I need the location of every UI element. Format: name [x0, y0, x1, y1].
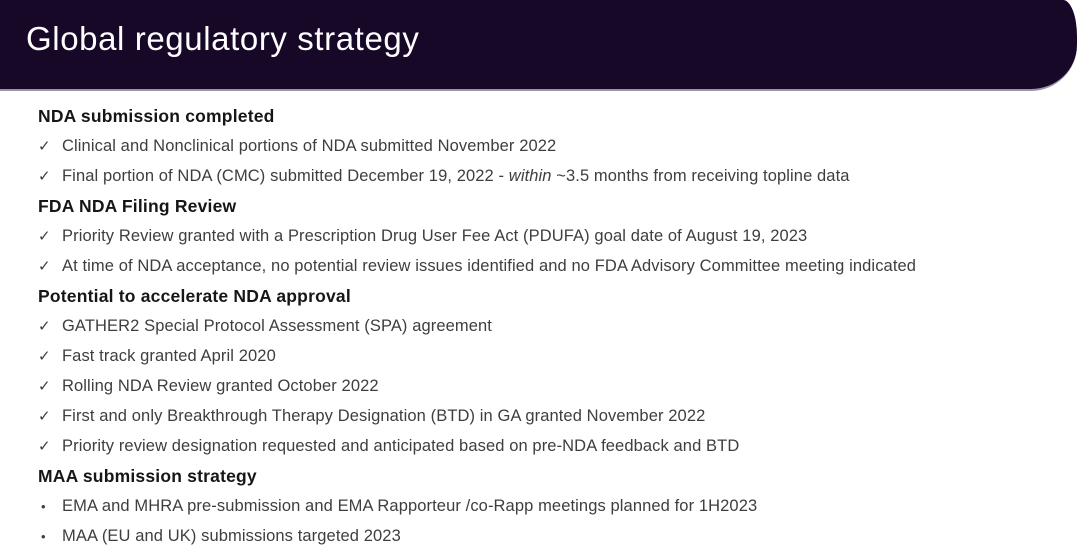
bullet-item — [38, 401, 1064, 431]
section-heading: NDA submission completed — [38, 106, 275, 126]
section-heading: Potential to accelerate NDA approval — [38, 286, 351, 306]
checkmark-icon: ✓ — [38, 408, 51, 425]
dot-bullet-icon: • — [41, 499, 46, 514]
bullet-item — [38, 341, 1064, 371]
checkmark-icon: ✓ — [38, 258, 51, 275]
bullet-item — [38, 371, 1064, 401]
bullet-item — [38, 131, 1064, 161]
checkmark-icon: ✓ — [38, 138, 51, 155]
slide-title: Global regulatory strategy — [26, 20, 420, 57]
section-heading: FDA NDA Filing Review — [38, 196, 237, 216]
bullet-text: GATHER2 Special Protocol Assessment (SPA) agreement — [62, 317, 492, 335]
bullet-text: Rolling NDA Review granted October 2022 — [62, 377, 379, 395]
checkmark-icon: ✓ — [38, 378, 51, 395]
checkmark-icon: ✓ — [38, 228, 51, 245]
bullet-item — [38, 431, 1064, 461]
checkmark-icon: ✓ — [38, 348, 51, 365]
checkmark-icon: ✓ — [38, 168, 51, 185]
bullet-item — [38, 161, 1064, 191]
bullet-item — [38, 221, 1064, 251]
bullet-text: MAA (EU and UK) submissions targeted 2023 — [62, 527, 401, 545]
bullet-item — [38, 521, 1064, 551]
bullet-text: Final portion of NDA (CMC) submitted December 19, 2022 - within ~3.5 months from receiving topline data — [62, 167, 850, 185]
bullet-item — [38, 251, 1064, 281]
bullet-text: Fast track granted April 2020 — [62, 347, 276, 365]
bullet-item — [38, 491, 1064, 521]
slide-content — [38, 101, 1064, 551]
bullet-text: First and only Breakthrough Therapy Designation (BTD) in GA granted November 2022 — [62, 407, 706, 425]
bullet-text: At time of NDA acceptance, no potential review issues identified and no FDA Advisory Committee meeting indicated — [62, 257, 917, 275]
bullet-text: Priority Review granted with a Prescription Drug User Fee Act (PDUFA) goal date of August 19, 2023 — [62, 227, 808, 245]
checkmark-icon: ✓ — [38, 318, 51, 335]
bullet-text: EMA and MHRA pre-submission and EMA Rapporteur /co-Rapp meetings planned for 1H2023 — [62, 497, 758, 515]
slide-header-bar — [0, 0, 1077, 91]
bullet-item — [38, 311, 1064, 341]
bullet-text: Clinical and Nonclinical portions of NDA submitted November 2022 — [62, 137, 557, 155]
bullet-text: Priority review designation requested and anticipated based on pre-NDA feedback and BTD — [62, 437, 740, 455]
checkmark-icon: ✓ — [38, 438, 51, 455]
dot-bullet-icon: • — [41, 529, 46, 544]
section-heading: MAA submission strategy — [38, 466, 257, 486]
